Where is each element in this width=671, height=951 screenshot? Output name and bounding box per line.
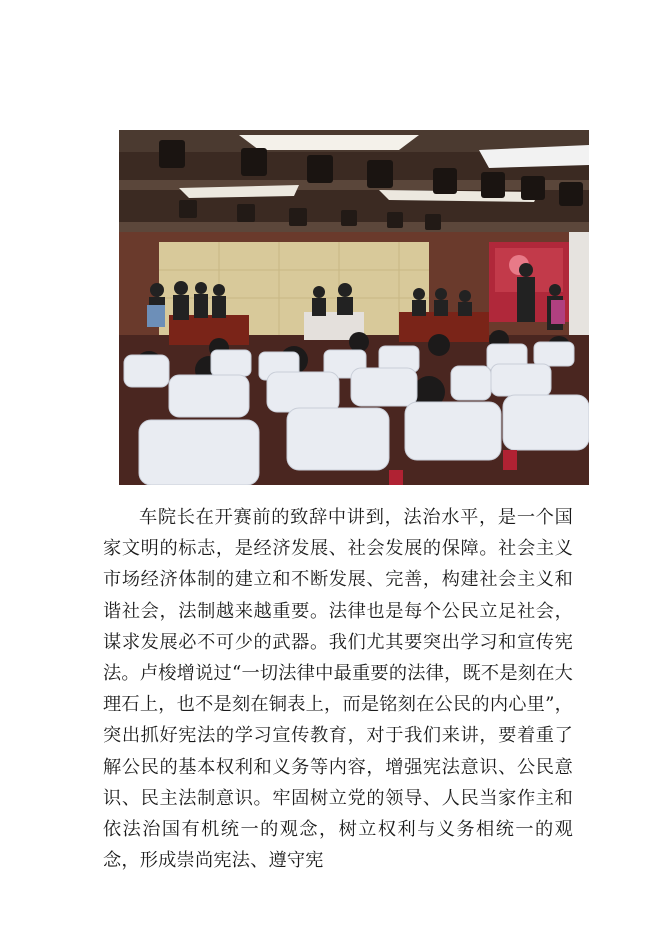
article-paragraph: 车院长在开赛前的致辞中讲到，法治水平，是一个国家文明的标志，是经济发展、社会发展的保障。社会主义市场经济体制的建立和不断发展、完善，构建社会主义和谐社会，法制越来越重要。法律也是每个公民立足社会，谋求发展必不可少的武器。我们尤其要突出学习和宣传宪法。卢梭增说过“一切法律中最重要的法律，既不是刻在大理石上，也不是刻在铜表上，而是铭刻在公民的内心里”，突出抓好宪法的学习宣传教育，对于我们来讲，要着重了解公民的基本权利和义务等内容，增强宪法意识、公民意识、民主法制意识。牢固树立党的领导、人民当家作主和依法治国有机统一的观念，树立权利与义务相统一的观念，形成崇尚宪法、遵守宪 [103,507,573,872]
event-photo [119,130,589,485]
article-body [103,502,573,876]
